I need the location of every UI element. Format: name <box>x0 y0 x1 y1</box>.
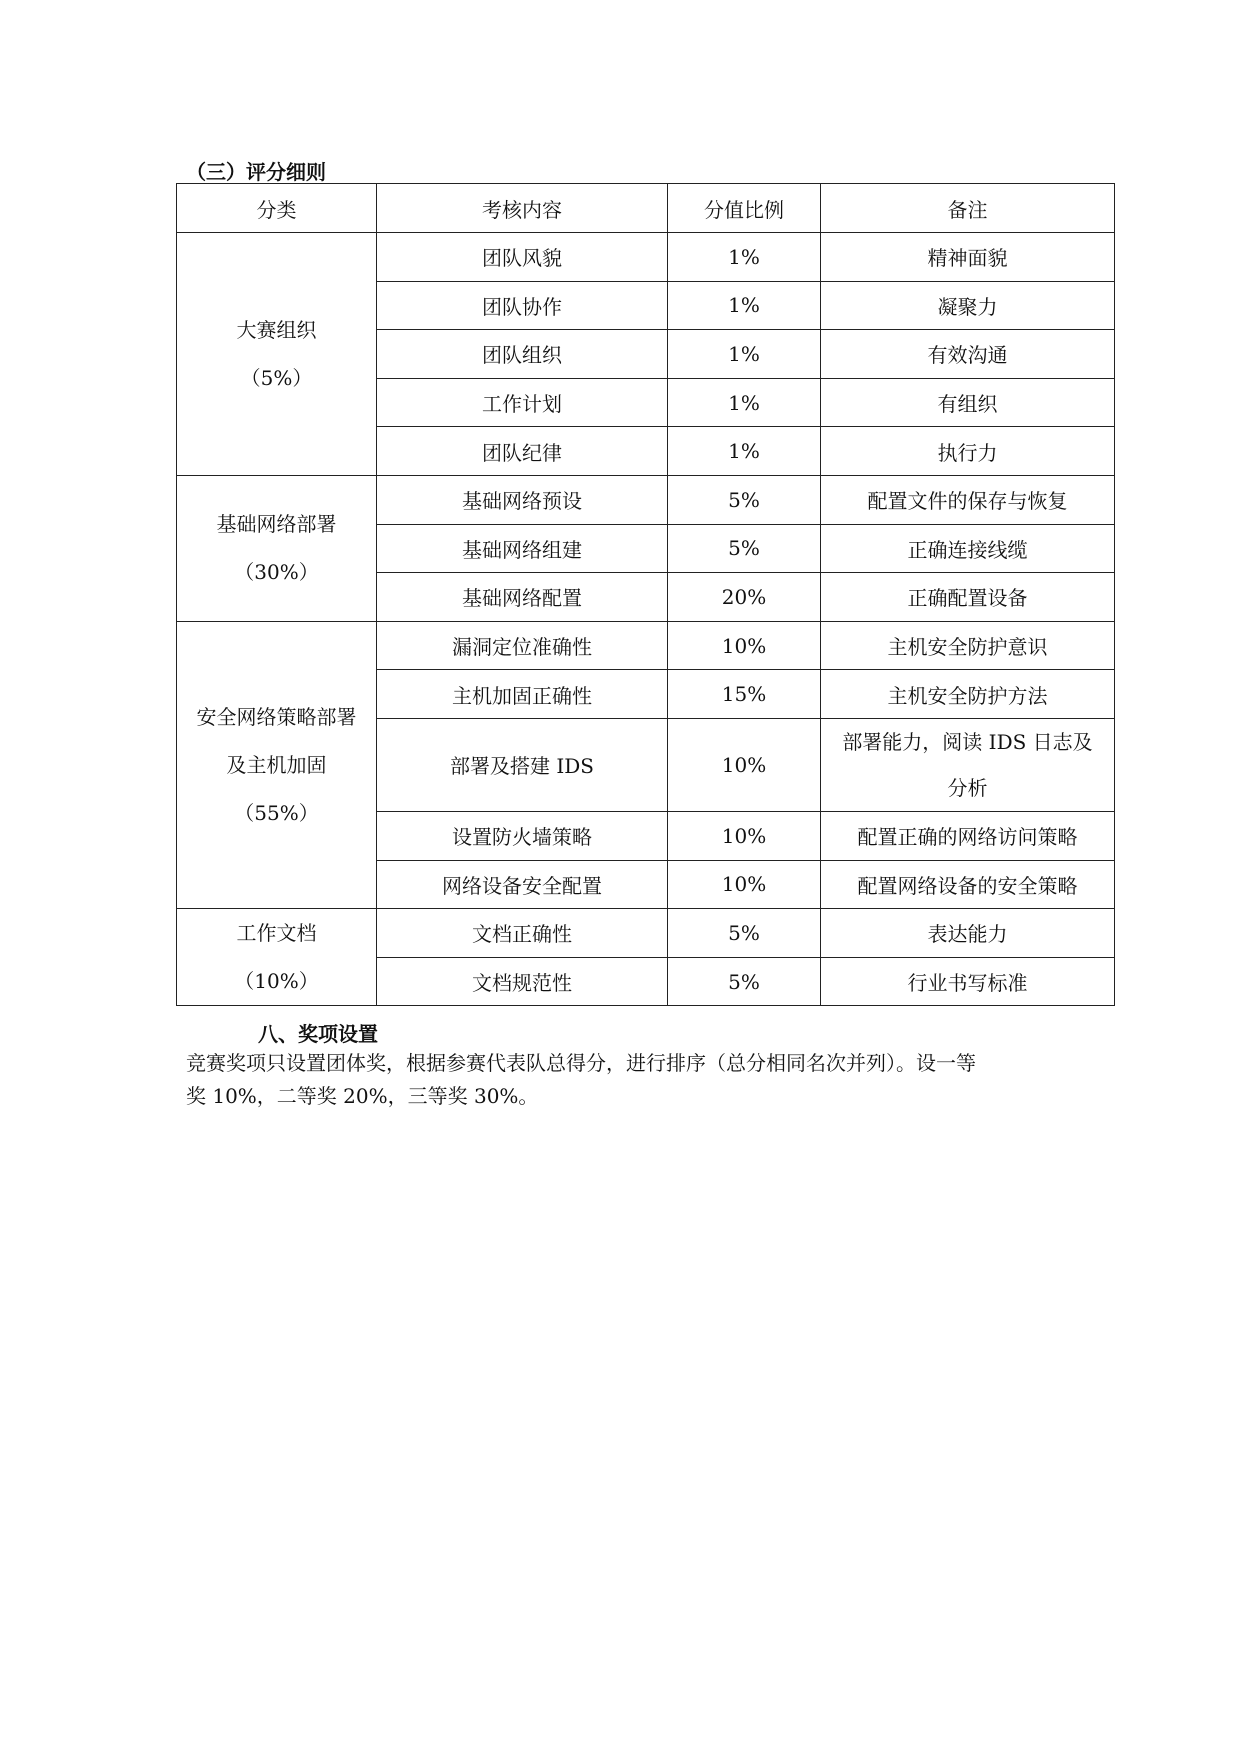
ratio-cell: 1% <box>668 330 821 379</box>
content-cell: 基础网络组建 <box>377 524 668 573</box>
category-name-line2: 及主机加固 <box>226 752 327 777</box>
content-cell: 文档规范性 <box>377 957 668 1006</box>
category-name: 基础网络部署 <box>216 512 337 537</box>
content-cell: 文档正确性 <box>377 909 668 958</box>
ratio-cell: 10% <box>668 621 821 670</box>
content-cell: 基础网络配置 <box>377 573 668 622</box>
note-cell: 有组织 <box>821 378 1115 427</box>
note-cell: 配置网络设备的安全策略 <box>821 860 1115 909</box>
category-name: 大赛组织 <box>236 317 317 342</box>
category-cell <box>177 621 377 908</box>
table-header-row <box>177 184 1115 233</box>
note-cell: 正确连接线缆 <box>821 524 1115 573</box>
category-name: 工作文档 <box>236 921 317 946</box>
ratio-cell: 1% <box>668 233 821 282</box>
category-percent: （10%） <box>234 969 319 994</box>
header-category: 分类 <box>177 184 377 233</box>
ratio-cell: 1% <box>668 427 821 476</box>
table-row <box>177 475 1115 524</box>
note-line: 部署能力，阅读 IDS 日志及 <box>842 729 1093 754</box>
category-name: 安全网络策略部署 <box>196 704 357 729</box>
ratio-cell: 15% <box>668 670 821 719</box>
note-cell: 凝聚力 <box>821 281 1115 330</box>
note-cell: 主机安全防护方法 <box>821 670 1115 719</box>
note-cell <box>821 718 1115 811</box>
content-cell: 基础网络预设 <box>377 475 668 524</box>
ratio-cell: 10% <box>668 718 821 811</box>
note-cell: 行业书写标准 <box>821 957 1115 1006</box>
note-cell: 主机安全防护意识 <box>821 621 1115 670</box>
category-cell <box>177 233 377 476</box>
content-cell: 主机加固正确性 <box>377 670 668 719</box>
ratio-cell: 1% <box>668 281 821 330</box>
ratio-cell: 5% <box>668 524 821 573</box>
awards-line: 竞赛奖项只设置团体奖，根据参赛代表队总得分，进行排序（总分相同名次并列）。设一等 <box>186 1051 976 1075</box>
note-cell: 配置文件的保存与恢复 <box>821 475 1115 524</box>
category-percent: （30%） <box>234 560 319 585</box>
ratio-cell: 5% <box>668 475 821 524</box>
content-cell: 网络设备安全配置 <box>377 860 668 909</box>
note-cell: 精神面貌 <box>821 233 1115 282</box>
header-ratio: 分值比例 <box>668 184 821 233</box>
ratio-cell: 1% <box>668 378 821 427</box>
header-content: 考核内容 <box>377 184 668 233</box>
content-cell: 漏洞定位准确性 <box>377 621 668 670</box>
awards-heading: 八、奖项设置 <box>258 1022 378 1046</box>
table-row <box>177 909 1115 958</box>
ratio-cell: 20% <box>668 573 821 622</box>
section-title: （三）评分细则 <box>186 160 326 184</box>
category-cell <box>177 909 377 1006</box>
note-cell: 表达能力 <box>821 909 1115 958</box>
note-line: 分析 <box>947 775 988 800</box>
content-cell: 团队纪律 <box>377 427 668 476</box>
awards-line: 奖 10%，二等奖 20%，三等奖 30%。 <box>186 1084 539 1108</box>
header-note: 备注 <box>821 184 1115 233</box>
ratio-cell: 10% <box>668 811 821 860</box>
content-cell: 团队风貌 <box>377 233 668 282</box>
ratio-cell: 5% <box>668 957 821 1006</box>
note-cell: 有效沟通 <box>821 330 1115 379</box>
awards-paragraph <box>186 1047 1086 1113</box>
note-cell: 正确配置设备 <box>821 573 1115 622</box>
content-cell: 团队协作 <box>377 281 668 330</box>
category-cell <box>177 475 377 621</box>
content-cell: 团队组织 <box>377 330 668 379</box>
category-percent: （5%） <box>240 365 313 390</box>
content-cell: 设置防火墙策略 <box>377 811 668 860</box>
category-percent: （55%） <box>234 800 319 825</box>
scoring-table <box>176 183 1115 1006</box>
ratio-cell: 10% <box>668 860 821 909</box>
note-cell: 执行力 <box>821 427 1115 476</box>
content-cell: 工作计划 <box>377 378 668 427</box>
note-cell: 配置正确的网络访问策略 <box>821 811 1115 860</box>
table-row <box>177 621 1115 670</box>
ratio-cell: 5% <box>668 909 821 958</box>
table-row <box>177 233 1115 282</box>
content-cell: 部署及搭建 IDS <box>377 718 668 811</box>
